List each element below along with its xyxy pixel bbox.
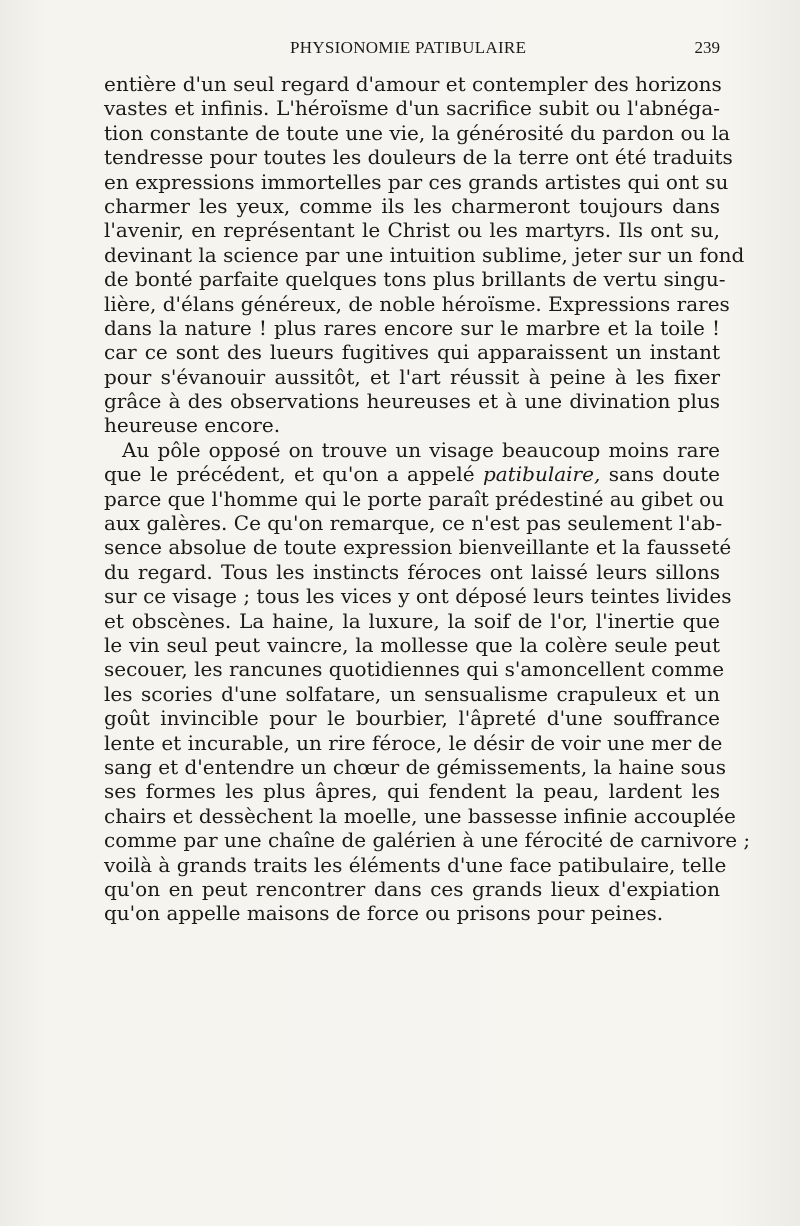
text-line: lière, d'élans généreux, de noble héroïsme. Expressions rares	[104, 291, 730, 316]
text-line: du regard. Tous les instincts féroces ont laissé leurs sillons	[104, 559, 720, 584]
page-header	[104, 38, 720, 62]
text-line: comme par une chaîne de galérien à une férocité de carnivore ;	[104, 828, 751, 853]
text-line: sur ce visage ; tous les vices y ont déposé leurs teintes livides	[104, 584, 732, 609]
text-line: l'avenir, en représentant le Christ ou les martyrs. Ils ont su,	[104, 218, 720, 243]
text-line: pour s'évanouir aussitôt, et l'art réussit à peine à les fixer	[104, 364, 720, 389]
paragraph	[104, 72, 745, 438]
text-line: secouer, les rancunes quotidiennes qui s'amoncellent comme	[104, 657, 725, 682]
page-number: 239	[694, 38, 720, 57]
italic-word: patibulaire,	[483, 462, 601, 487]
text-line: de bonté parfaite quelques tons plus brillants de vertu singu-	[104, 267, 726, 292]
text-line: qu'on en peut rencontrer dans ces grands lieux d'expiation	[104, 876, 720, 901]
text-span: que le précédent, et qu'on a appelé	[104, 462, 475, 487]
text-line: car ce sont des lueurs fugitives qui apparaissent un instant	[104, 340, 720, 365]
text-line-with-italic	[104, 462, 720, 486]
text-line: aux galères. Ce qu'on remarque, ce n'est pas seulement l'ab-	[104, 511, 723, 536]
text-line: et obscènes. La haine, la luxure, la soif de l'or, l'inertie que	[104, 608, 720, 633]
paragraph	[104, 437, 751, 926]
text-line: grâce à des observations heureuses et à une divination plus	[104, 389, 720, 414]
text-line: heureuse encore.	[104, 413, 281, 438]
text-line: le vin seul peut vaincre, la mollesse que la colère seule peut	[104, 632, 720, 657]
text-line: les scories d'une solfatare, un sensualisme crapuleux et un	[104, 681, 720, 706]
show-through-bleed	[100, 930, 740, 1160]
running-head: PHYSIONOMIE PATIBULAIRE	[290, 38, 527, 57]
text-line: voilà à grands traits les éléments d'une face patibulaire, telle	[104, 852, 727, 877]
text-line: charmer les yeux, comme ils les charmeront toujours dans	[104, 193, 720, 218]
text-line: chairs et dessèchent la moelle, une bassesse infinie accouplée	[104, 803, 736, 828]
text-line: qu'on appelle maisons de force ou prisons pour peines.	[104, 901, 664, 926]
text-line: vastes et infinis. L'héroïsme d'un sacrifice subit ou l'abnéga-	[104, 96, 720, 121]
text-line: dans la nature ! plus rares encore sur le marbre et la toile !	[104, 315, 720, 340]
text-span: sans doute	[600, 462, 720, 487]
text-line: lente et incurable, un rire féroce, le désir de voir une mer de	[104, 730, 723, 755]
text-line: tion constante de toute une vie, la générosité du pardon ou la	[104, 120, 731, 145]
text-line: goût invincible pour le bourbier, l'âpreté d'une souffrance	[104, 706, 720, 731]
text-line: Au pôle opposé on trouve un visage beaucoup moins rare	[122, 437, 720, 462]
text-line: ses formes les plus âpres, qui fendent la peau, lardent les	[104, 779, 720, 804]
body-text	[104, 72, 751, 926]
text-line: sence absolue de toute expression bienveillante et la fausseté	[104, 535, 732, 560]
text-line: devinant la science par une intuition sublime, jeter sur un fond	[104, 242, 745, 267]
text-line: tendresse pour toutes les douleurs de la terre ont été traduits	[104, 145, 733, 170]
text-line: parce que l'homme qui le porte paraît prédestiné au gibet ou	[104, 486, 725, 511]
text-line: en expressions immortelles par ces grands artistes qui ont su	[104, 169, 729, 194]
text-line: sang et d'entendre un chœur de gémissements, la haine sous	[104, 754, 727, 779]
text-line: entière d'un seul regard d'amour et contempler des horizons	[104, 72, 722, 96]
